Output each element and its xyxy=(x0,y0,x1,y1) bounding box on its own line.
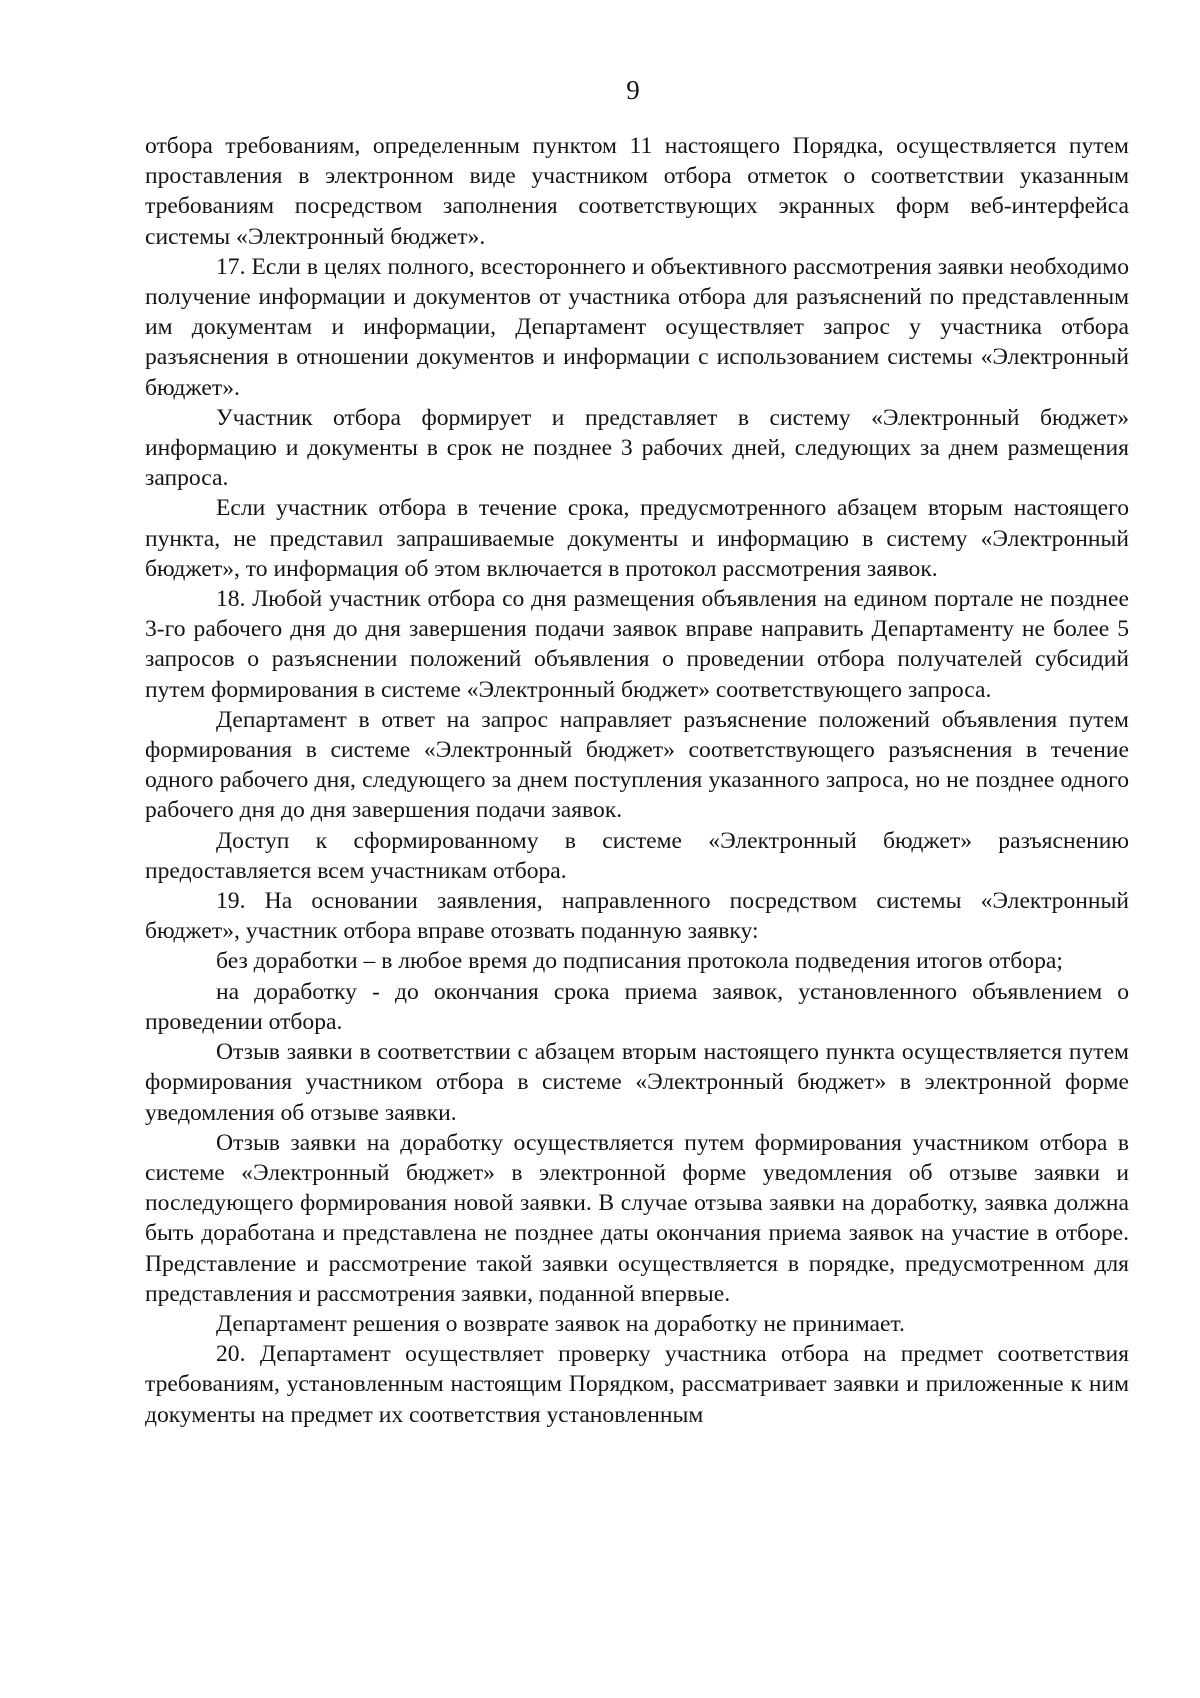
document-body xyxy=(145,131,1129,1430)
paragraph-19-withdrawal-revision: Отзыв заявки на доработку осуществляется путем формирования участником отбора в системе «Электронный бюджет» в электронной форме уведомления об отзыве заявки и последующего формирования новой заявки. В случае отзыва заявки на доработку, заявка должна быть доработана и представлена не позднее даты окончания приема заявок на участие в отборе. Представление и рассмотрение такой заявки осуществляется в порядке, предусмотренном для представления и рассмотрения заявки, поданной впервые. xyxy=(145,1129,1129,1307)
paragraph-item-19: 19. На основании заявления, направленного посредством системы «Электронный бюджет», участник отбора вправе отозвать поданную заявку: xyxy=(145,888,1129,945)
paragraph-19-no-return: Департамент решения о возврате заявок на доработку не принимает. xyxy=(216,1310,905,1337)
paragraph-18-access: Доступ к сформированному в системе «Электронный бюджет» разъяснению предоставляется всем участникам отбора. xyxy=(145,827,1129,884)
paragraph-18-response: Департамент в ответ на запрос направляет разъяснение положений объявления путем формирования в системе «Электронный бюджет» соответствующего разъяснения в течение одного рабочего дня, следующего за днем поступления указанного запроса, но не позднее одного рабочего дня до дня завершения подачи заявок. xyxy=(145,706,1129,824)
paragraph-17-nonsubmission: Если участник отбора в течение срока, предусмотренного абзацем вторым настоящего пункта, не представил запрашиваемые документы и информацию в систему «Электронный бюджет», то информация об этом включается в протокол рассмотрения заявок. xyxy=(145,495,1129,582)
paragraph-item-18: 18. Любой участник отбора со дня размещения объявления на едином портале не позднее 3-го рабочего дня до дня завершения подачи заявок вправе направить Департаменту не более 5 запросов о разъяснении положений объявления о проведении отбора получателей субсидий путем формирования в системе «Электронный бюджет» соответствующего запроса. xyxy=(145,586,1129,703)
paragraph-17-submission-deadline: Участник отбора формирует и представляет в систему «Электронный бюджет» информацию и документы в срок не позднее 3 рабочих дней, следующих за днем размещения запроса. xyxy=(145,404,1129,492)
paragraph-19-withdrawal: Отзыв заявки в соответствии с абзацем вторым настоящего пункта осуществляется путем формирования участником отбора в системе «Электронный бюджет» в электронной форме уведомления об отзыве заявки. xyxy=(145,1039,1129,1126)
paragraph-item-17: 17. Если в целях полного, всестороннего и объективного рассмотрения заявки необходимо получение информации и документов от участника отбора для разъяснений по представленным им документам и информации, Департамент осуществляет запрос у участника отбора разъяснения в отношении документов и информации с использованием системы «Электронный бюджет». xyxy=(145,253,1129,401)
page-number: 9 xyxy=(626,75,640,105)
paragraph-continuation: отбора требованиям, определенным пунктом 11 настоящего Порядка, осуществляется путем проставления в электронном виде участником отбора отметок о соответствии указанным требованиям посредством заполнения соответствующих экранных форм веб-интерфейса системы «Электронный бюджет». xyxy=(145,133,1129,250)
paragraph-19-without-revision: без доработки – в любое время до подписания протокола подведения итогов отбора; xyxy=(216,948,1063,975)
paragraph-item-20: 20. Департамент осуществляет проверку участника отбора на предмет соответствия требованиям, установленным настоящим Порядком, рассматривает заявки и приложенные к ним документы на предмет их соответствия установленным xyxy=(145,1341,1129,1428)
paragraph-19-for-revision: на доработку - до окончания срока приема заявок, установленного объявлением о проведении отбора. xyxy=(145,978,1129,1035)
